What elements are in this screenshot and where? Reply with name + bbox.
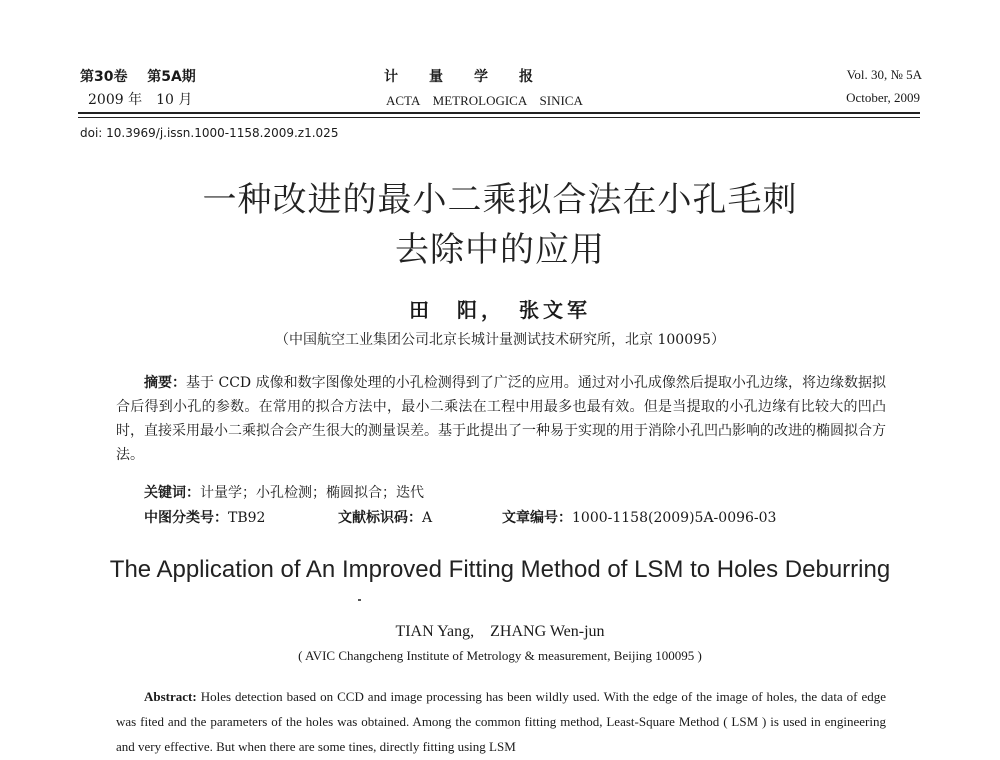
abstract-en-label: Abstract: [144,689,197,704]
abstract-en-text: Holes detection based on CCD and image processing has been wildly used. With the edge of the image of holes, the data of edge was fited and the parameters of the holes was obtained. Among the common fitting method, Least-Square Method ( LSM ) is used in engineering and very effective. But when there are some tines, directly fitting using LSM [116,689,886,754]
journal-name-en: ACTA METROLOGICA SINICA [386,93,583,108]
doi: doi: 10.3969/j.issn.1000-1158.2009.z1.025 [80,126,339,140]
abstract-en [116,684,886,759]
doc-value: A [422,510,433,526]
article-label: 文章编号： [502,510,572,526]
header-date-cn: 2009 年 10 月 [88,92,193,108]
keywords-cn-label: 关键词： [144,485,200,501]
document-code [338,507,432,527]
authors-cn: 田 阳， 张文军 [409,298,591,322]
keywords-cn [144,482,424,502]
affiliation-cn: （中国航空工业集团公司北京长城计量测试技术研究所，北京 100095） [275,332,725,348]
title-cn-line1: 一种改进的最小二乘拟合法在小孔毛刺 [202,180,798,220]
header-volume-issue-cn [80,66,196,86]
clc-label: 中图分类号： [144,510,228,526]
abstract-cn-label: 摘要： [144,375,187,391]
article-number [502,507,776,527]
stray-mark [358,599,361,601]
keywords-cn-text: 计量学；小孔检测；椭圆拟合；迭代 [200,485,424,501]
clc-value: TB92 [228,510,266,526]
issue-cn: 第5A期 [147,69,196,85]
abstract-cn-text: 基于 CCD 成像和数字图像处理的小孔检测得到了广泛的应用。通过对小孔成像然后提取小孔边缘，将边缘数据拟合后得到小孔的参数。在常用的拟合方法中，最小二乘法在工程中用最多也最有效。但是当提取的小孔边缘有比较大的凹凸时，直接采用最小二乘拟合会产生很大的测量误差。基于此提出了一种易于实现的用于消除小孔凹凸影响的改进的椭圆拟合方法。 [116,375,887,463]
authors-en: TIAN Yang, ZHANG Wen-jun [395,623,605,640]
header-rule-thin [78,117,920,118]
doc-label: 文献标识码： [338,510,422,526]
title-cn-line2: 去除中的应用 [395,230,605,270]
abstract-cn [116,371,886,467]
volume-en: Vol. 30, № 5A [846,67,922,82]
journal-name-cn: 计 量 学 报 [384,69,534,85]
header-rule-thick [78,112,920,114]
affiliation-en: ( AVIC Changcheng Institute of Metrology & measurement, Beijing 100095 ) [298,648,702,663]
article-value: 1000-1158(2009)5A-0096-03 [572,510,777,526]
clc-number [144,507,265,527]
title-en: The Application of An Improved Fitting Method of LSM to Holes Deburring [109,556,891,583]
volume-cn: 第30卷 [80,69,128,85]
date-en: October, 2009 [846,90,920,105]
